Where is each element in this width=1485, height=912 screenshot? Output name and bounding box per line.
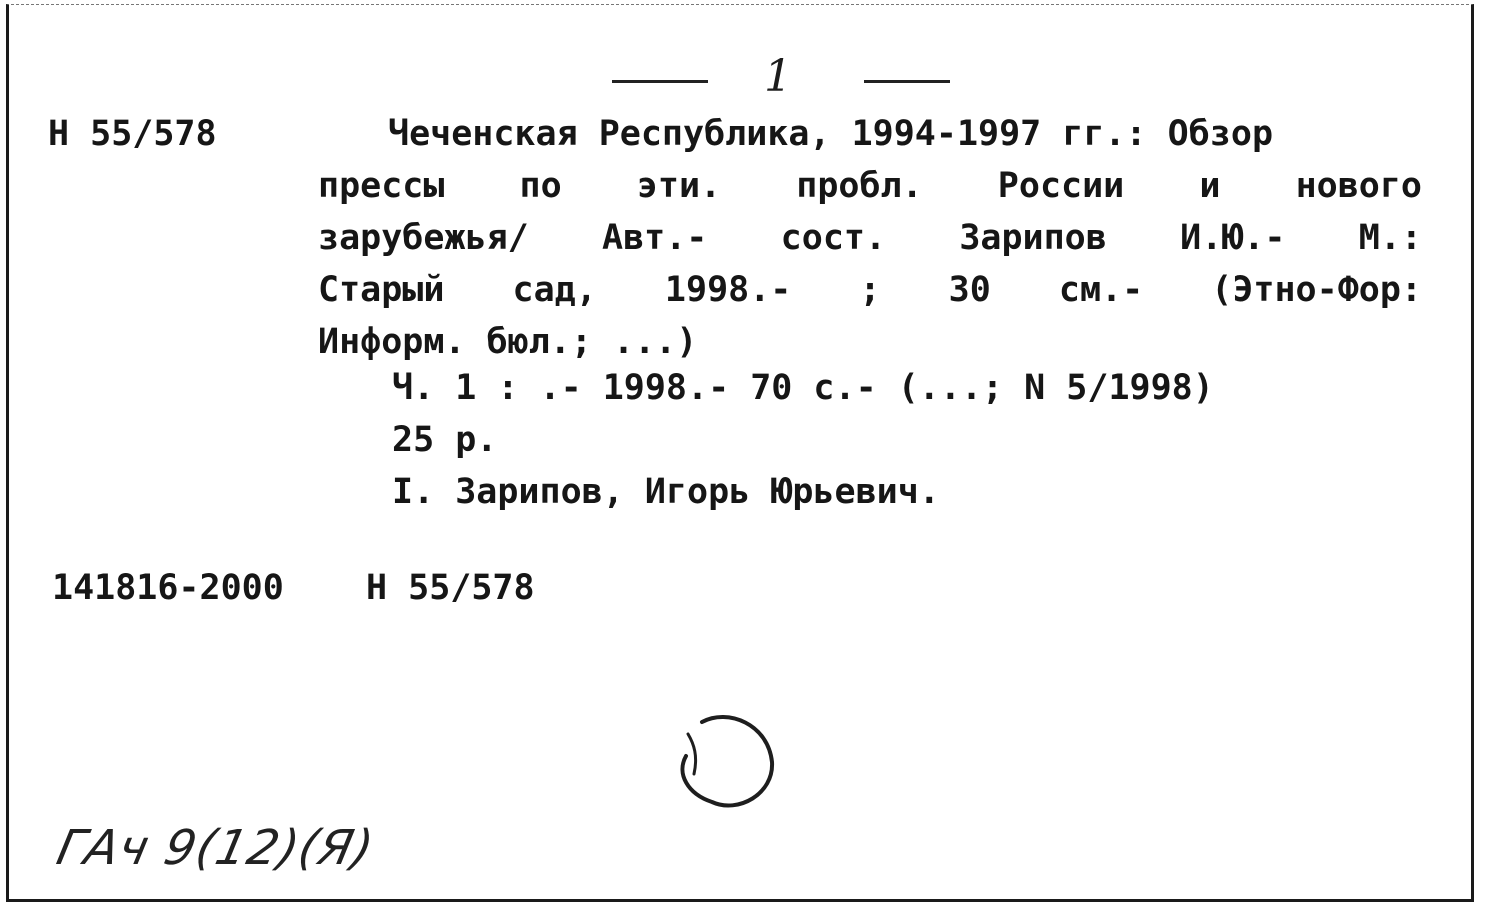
header-rule-left: [612, 80, 708, 83]
stamp-circle-icon: [668, 704, 788, 824]
entry-line-4: Старый сад, 1998.- ; 30 см.- (Этно-Фор:: [318, 270, 1422, 310]
entry-part-volume: Ч. 1 : .- 1998.- 70 с.- (...; N 5/1998): [392, 368, 1214, 408]
entry-line-3: зарубежья/ Авт.- сост. Зарипов И.Ю.- М.:: [318, 218, 1422, 258]
call-number-repeat: Н 55/578: [366, 568, 535, 608]
header-rule-right: [864, 80, 950, 83]
entry-price: 25 р.: [392, 420, 498, 460]
call-number: Н 55/578: [48, 114, 217, 154]
entry-line-5: Информ. бюл.; ...): [318, 322, 698, 362]
page-number: 1: [764, 51, 792, 102]
entry-line-2: прессы по эти. пробл. России и нового: [318, 166, 1422, 206]
entry-line-title: Чеченская Республика, 1994-1997 гг.: Обзор: [388, 114, 1274, 154]
handwritten-classification-code: ГАч 9(12)(Я): [52, 820, 380, 876]
accession-number: 141816-2000: [52, 568, 284, 608]
entry-tracing: I. Зарипов, Игорь Юрьевич.: [392, 472, 940, 512]
